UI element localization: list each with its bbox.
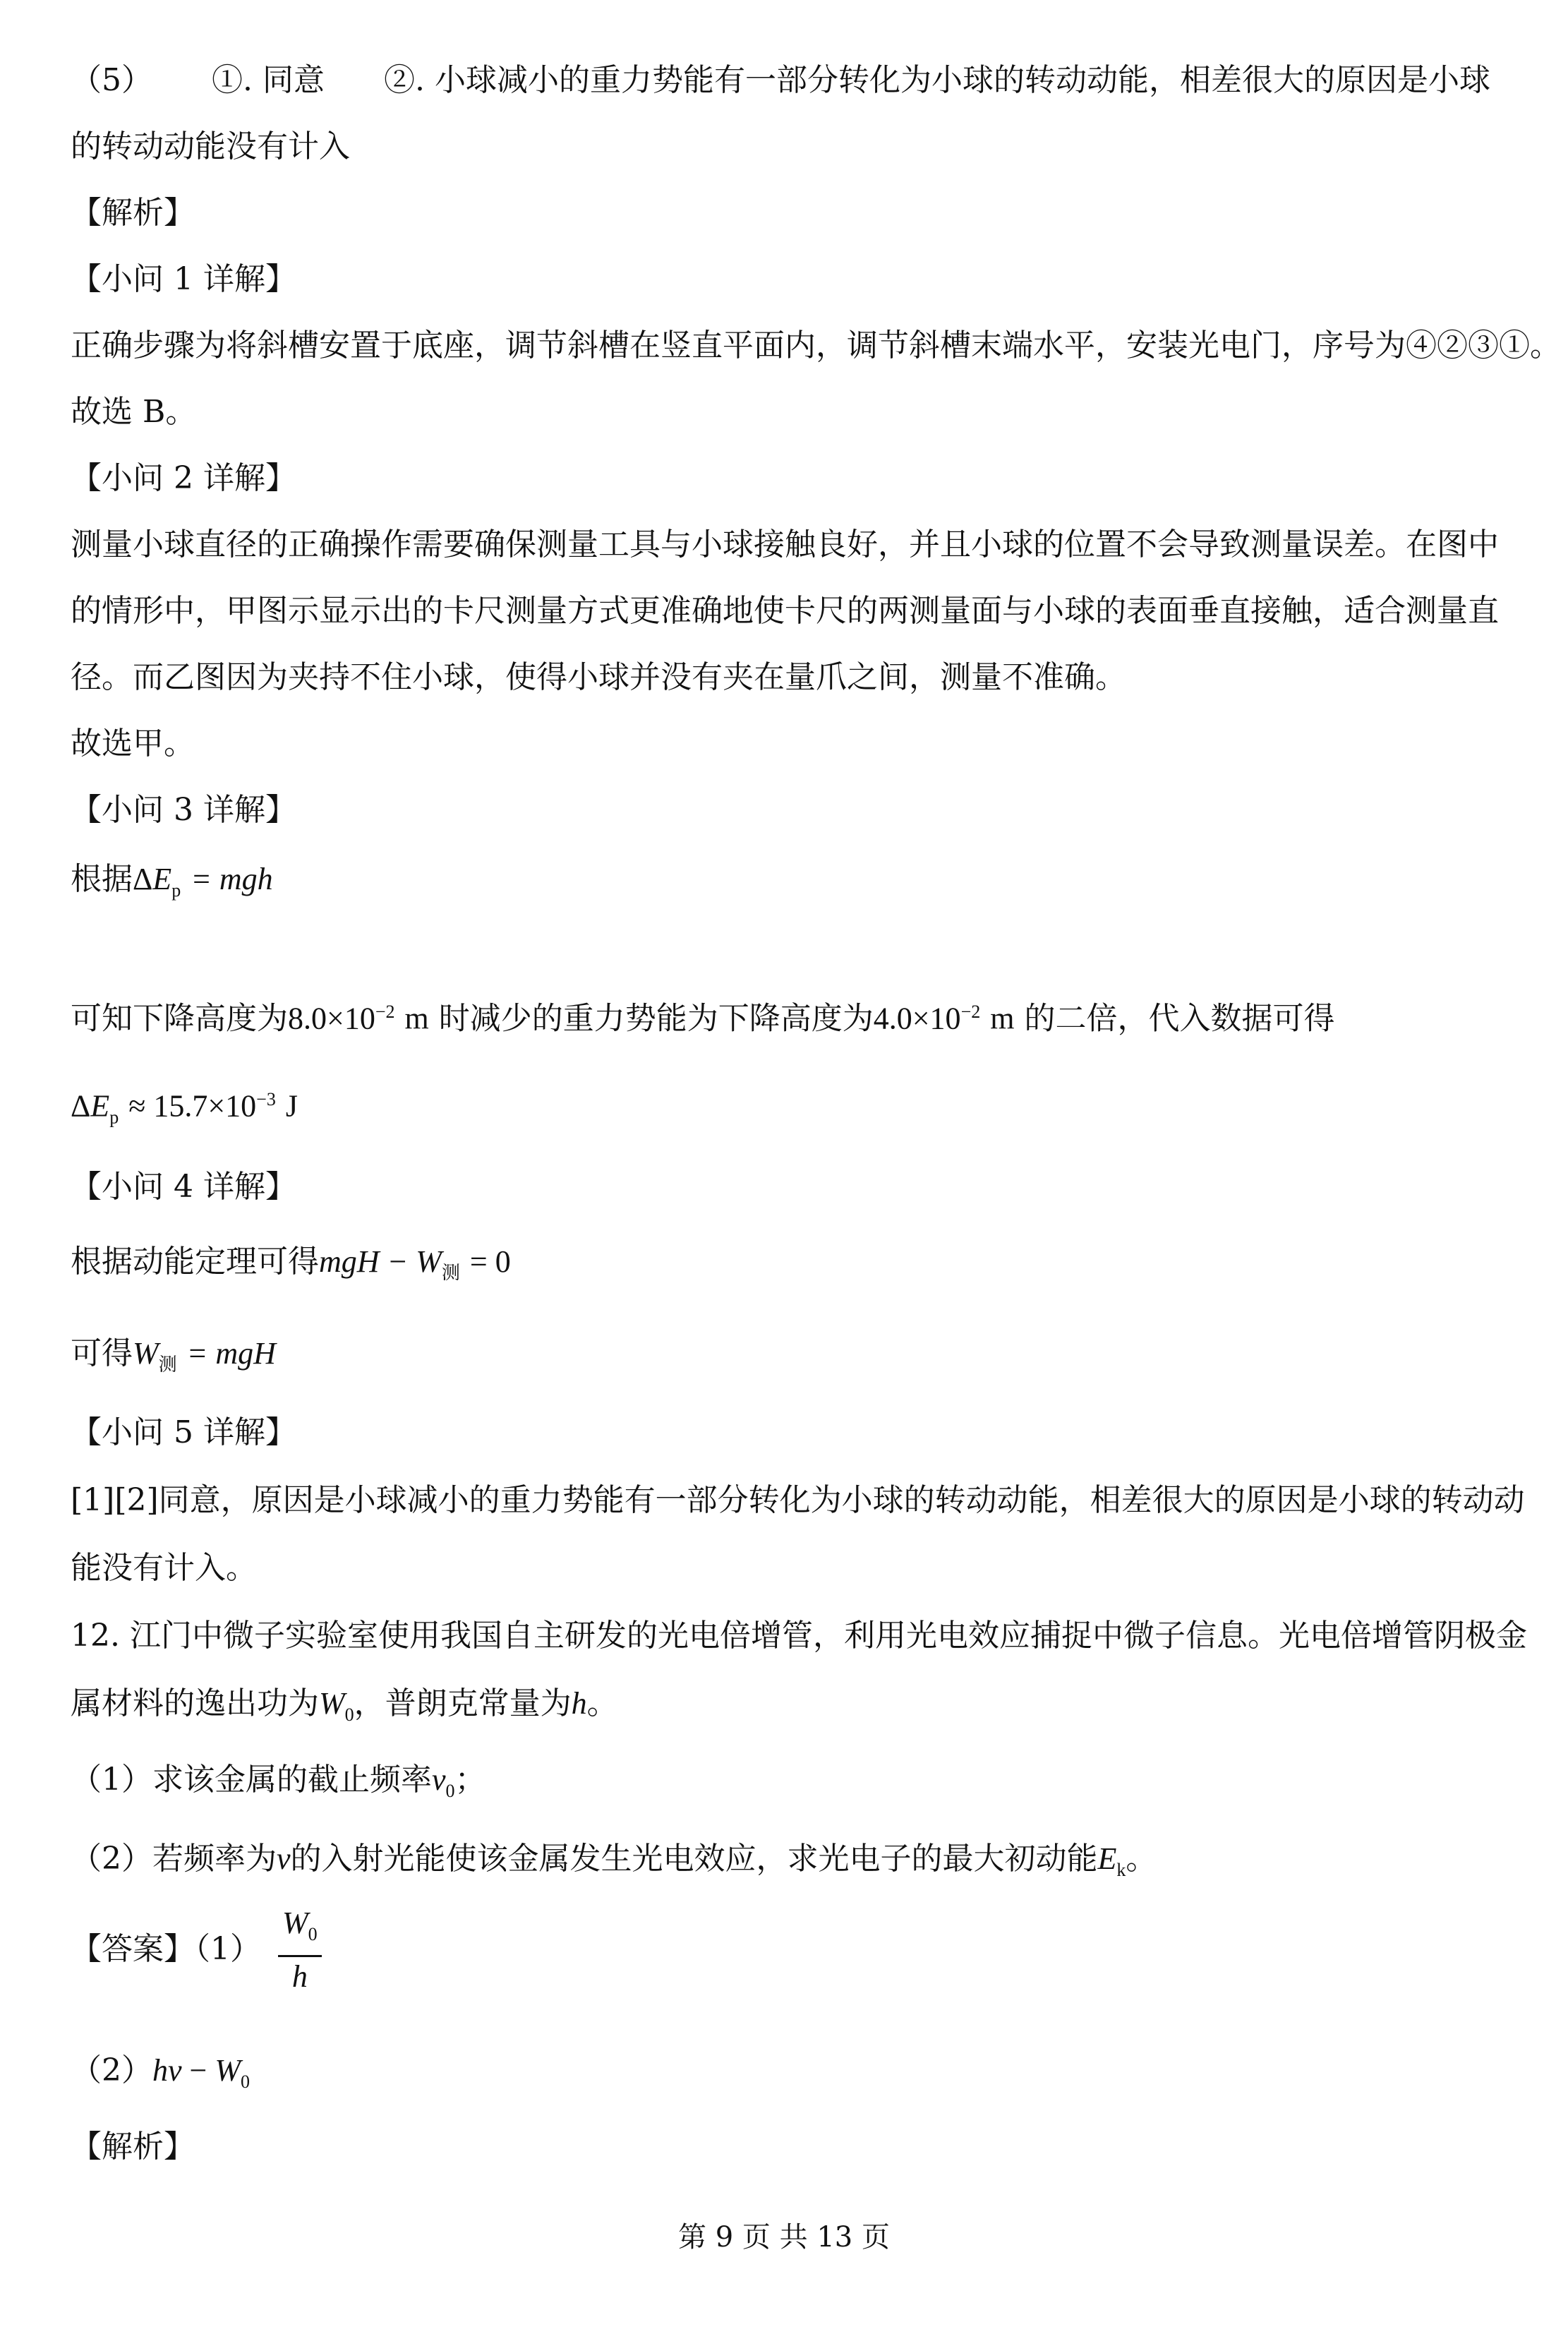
analysis-heading-12: 【解析】 [71,2129,195,2165]
q1-body: 正确步骤为将斜槽安置于底座，调节斜槽在竖直平面内，调节斜槽末端水平，安装光电门，序号为④②③①。 [71,327,1561,363]
problem-12-line-1: 12. 江门中微子实验室使用我国自主研发的光电倍增管，利用光电效应捕捉中微子信息。光电倍增管阴极金 [71,1618,1527,1654]
q3-result: $\Delta E_p \approx 15.7\times 10^{-3}$ J [71,1088,298,1128]
q2-body-2: 的情形中，甲图示显示出的卡尺测量方式更准确地使卡尺的两测量面与小球的表面垂直接触，适合测量直 [71,593,1499,629]
problem-12-line-2: 属材料的逸出功为$W_0$，普朗克常量为h。 [71,1685,618,1725]
q5-heading: 【小问 5 详解】 [71,1414,296,1450]
answer-12-2: $(2)h\nu - W_0$ [71,2052,251,2092]
analysis-heading: 【解析】 [71,195,195,231]
q3-formula-line: 根据$\Delta E_p$ = mgh [71,861,273,901]
page-footer: 第 9 页 共 13 页 [678,2221,890,2254]
q4-heading: 【小问 4 详解】 [71,1169,296,1205]
answer-fraction: $\frac{W_0}{h}$ [278,1906,322,1997]
q3-body: 可知下降高度为$8.0\times 10^{-2}$ m 时减少的重力势能为下降高度为$4.0\times 10^{-2}$ m 的二倍，代入数据可得 [71,1000,1335,1037]
q2-body-1: 测量小球直径的正确操作需要确保测量工具与小球接触良好，并且小球的位置不会导致测量误差。在图中 [71,527,1499,563]
q2-heading: 【小问 2 详解】 [71,460,296,496]
q1-heading: 【小问 1 详解】 [71,261,296,297]
answer-5-line: （5） ①. 同意 ②. 小球减小的重力势能有一部分转化为小球的转动动能，相差很大的原因是小球 [71,62,1490,98]
q4-formula-2: 可得$W_测$ = mgH [71,1335,276,1376]
answer-5-part1: ①. 同意 [212,62,325,98]
answer-5-line-cont: 的转动动能没有计入 [71,128,350,164]
q5-body-1: [1][2]同意，原因是小球减小的重力势能有一部分转化为小球的转动动能，相差很大的原因是小球的转动动 [71,1482,1525,1518]
q4-formula-1: 根据动能定理可得mgH − $W_测 = 0$ [71,1244,511,1284]
q1-choice: 故选 B。 [71,394,197,430]
answer-5-part2: ②. 小球减小的重力势能有一部分转化为小球的转动动能，相差很大的原因是小球 [383,62,1490,98]
answer-12-1: 【答案】（1） $\frac{W_0}{h}$ [71,1906,322,1997]
q5-body-2: 能没有计入。 [71,1550,257,1586]
problem-12-sub-2: （2）若频率为ν的入射光能使该金属发生光电效应，求光电子的最大初动能$E_k$。 [71,1841,1157,1880]
q3-heading: 【小问 3 详解】 [71,792,296,828]
q2-body-3: 径。而乙图因为夹持不住小球，使得小球并没有夹在量爪之间，测量不准确。 [71,659,1126,695]
q2-choice: 故选甲。 [71,726,195,762]
problem-12-sub-1: （1）求该金属的截止频率$\nu_0$； [71,1762,486,1801]
